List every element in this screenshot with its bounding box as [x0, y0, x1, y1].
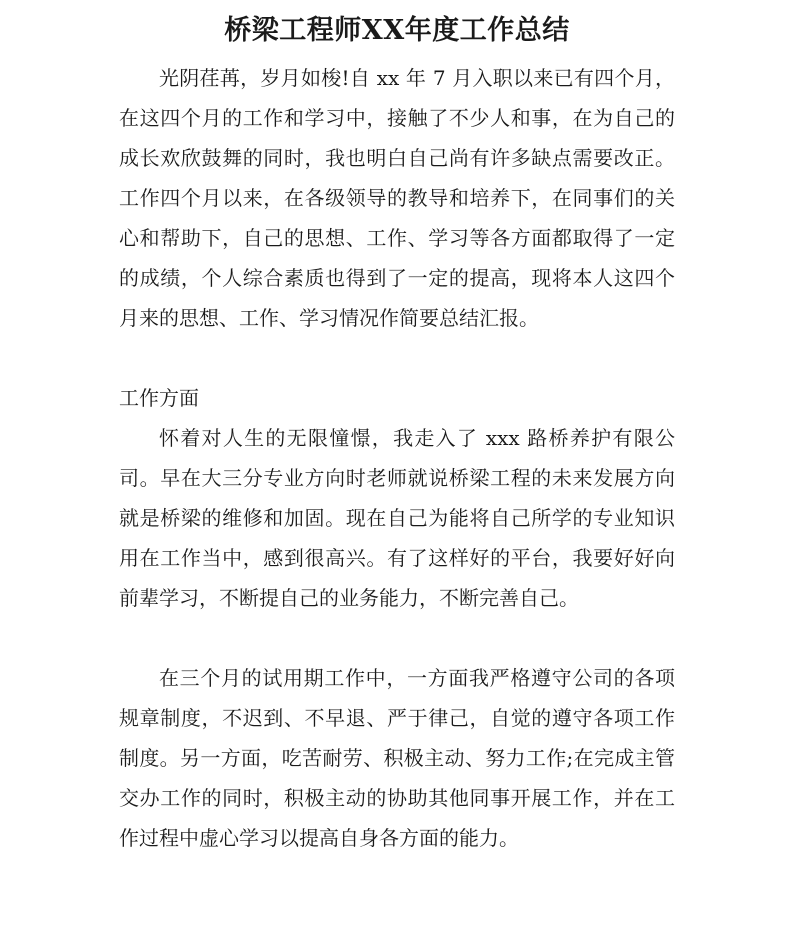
document-title: 桥梁工程师XX年度工作总结 — [224, 15, 570, 46]
section-heading-work: 工作方面 — [119, 386, 199, 410]
paragraph-probation: 在三个月的试用期工作中，一方面我严格遵守公司的各项规章制度，不迟到、不早退、严于律己，自觉的遵守各项工作制度。另一方面，吃苦耐劳、积极主动、努力工作;在完成主管交办工作的同时，积极主动的协助其他同事开展工作，并在工作过程中虚心学习以提高自身各方面的能力。 — [119, 666, 675, 850]
paragraph-intro: 光阴荏苒，岁月如梭!自 xx 年 7 月入职以来已有四个月，在这四个月的工作和学习中，接触了不少人和事，在为自己的成长欢欣鼓舞的同时，我也明白自己尚有许多缺点需要改正。工作四个月以来，在各级领导的教导和培养下，在同事们的关心和帮助下，自己的思想、工作、学习等各方面都取得了一定的成绩，个人综合素质也得到了一定的提高，现将本人这四个月来的思想、工作、学习情况作简要总结汇报。 — [119, 66, 675, 330]
document-body — [119, 58, 675, 898]
paragraph-work-aspect: 怀着对人生的无限憧憬，我走入了 xxx 路桥养护有限公司。早在大三分专业方向时老师就说桥梁工程的未来发展方向就是桥梁的维修和加固。现在自己为能将自己所学的专业知识用在工作当中，感到很高兴。有了这样好的平台，我要好好向前辈学习，不断提自己的业务能力，不断完善自己。 — [119, 426, 675, 610]
